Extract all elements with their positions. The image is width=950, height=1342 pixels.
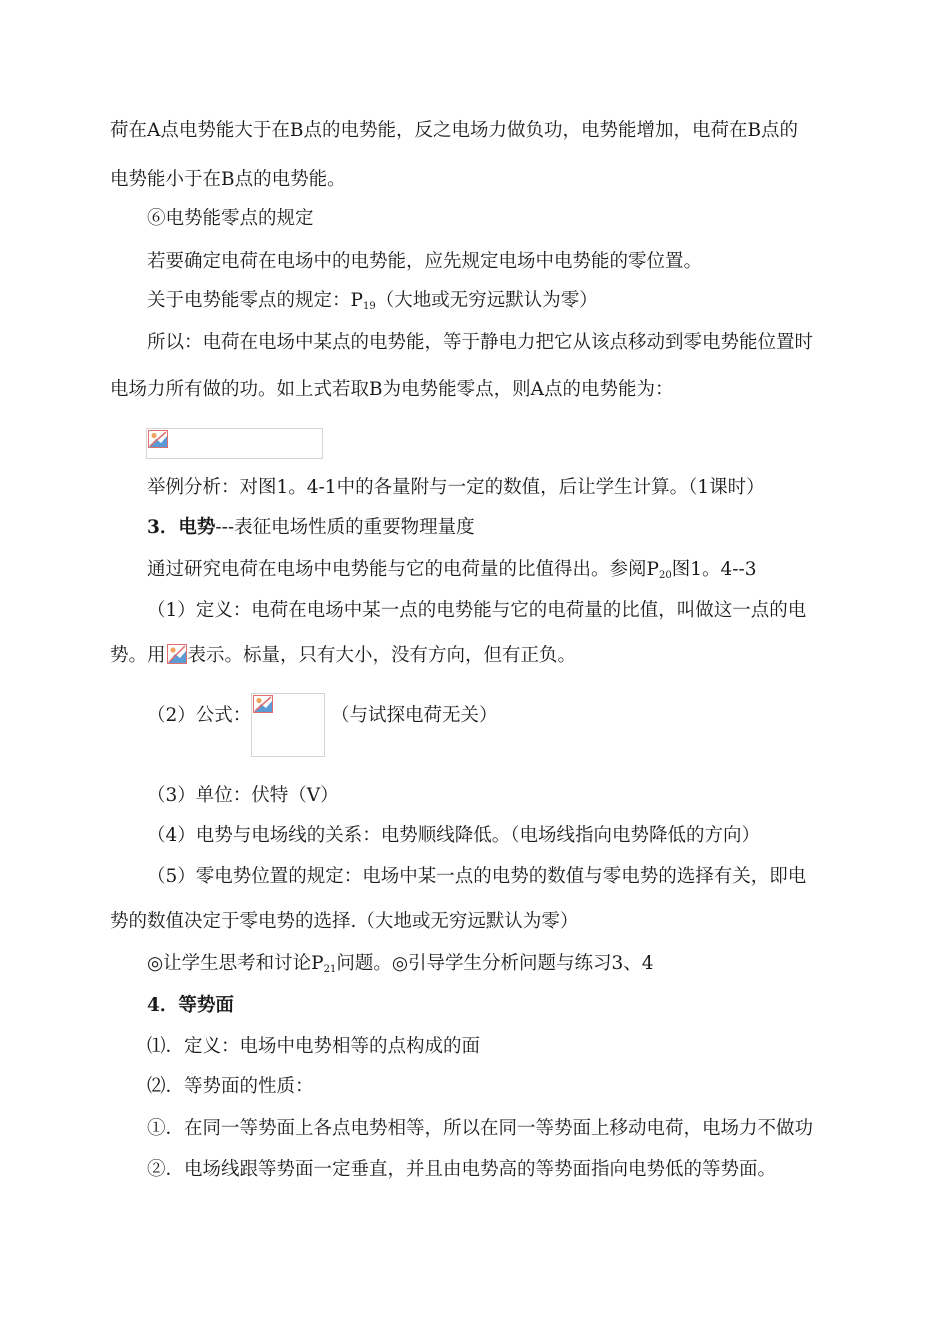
text-run: 图1。4--3: [671, 559, 757, 580]
page-subscript: 19: [362, 301, 376, 312]
text-run: 问题。◎引导学生分析问题与练习3、4: [336, 953, 654, 974]
formula-image-placeholder: [251, 693, 325, 757]
paragraph-line: （与试探电荷无关）: [331, 705, 498, 726]
text-run: 表示。标量，只有大小，没有方向，但有正负。: [187, 645, 577, 666]
paragraph-line: 所以：电荷在电场中某点的电势能，等于静电力把它从该点移动到零电势能位置时: [147, 332, 814, 353]
paragraph-line: ①．在同一等势面上各点电势相等，所以在同一等势面上移动电荷，电场力不做功: [147, 1118, 814, 1139]
paragraph-line: （3）单位：伏特（V）: [147, 785, 339, 806]
section-heading: [147, 515, 475, 541]
broken-image-icon: [167, 644, 187, 664]
paragraph-line: 举例分析：对图1。4-1中的各量附与一定的数值，后让学生计算。（1课时）: [147, 477, 765, 498]
paragraph-line: 电势能小于在B点的电势能。: [110, 169, 346, 190]
text-run: 势。用: [110, 645, 166, 666]
paragraph-line: ②．电场线跟等势面一定垂直，并且由电势高的等势面指向电势低的等势面。: [147, 1159, 777, 1180]
text-run: （大地或无穷远默认为零）: [375, 290, 598, 311]
formula-image-placeholder: [146, 428, 323, 459]
paragraph-line: 荷在A点电势能大于在B点的电势能，反之电场力做负功，电势能增加，电荷在B点的: [110, 120, 799, 141]
page-subscript: 20: [658, 570, 672, 581]
heading-number: 3．电势: [147, 517, 216, 538]
paragraph-line: （2）公式：: [147, 705, 252, 726]
paragraph-line: 若要确定电荷在电场中的电势能，应先规定电场中电势能的零位置。: [147, 251, 703, 272]
page-subscript: 21: [323, 964, 337, 975]
text-run: ◎让学生思考和讨论P: [147, 953, 324, 974]
text-run: 关于电势能零点的规定：P: [147, 290, 363, 311]
broken-image-icon: [148, 430, 168, 448]
paragraph-line: [110, 643, 576, 669]
paragraph-line: 势的数值决定于零电势的选择.（大地或无穷远默认为零）: [110, 911, 579, 932]
paragraph-line: ⑴．定义：电场中电势相等的点构成的面: [147, 1036, 481, 1057]
section-heading: ⑥电势能零点的规定: [147, 208, 314, 229]
paragraph-line: （1）定义：电荷在电场中某一点的电势能与它的电荷量的比值，叫做这一点的电: [147, 600, 807, 621]
paragraph-line: ⑵．等势面的性质：: [147, 1076, 314, 1097]
section-heading: 4．等势面: [147, 995, 234, 1016]
paragraph-line: [147, 951, 654, 983]
broken-image-icon: [253, 695, 273, 713]
heading-subtitle: ---表征电场性质的重要物理量度: [215, 517, 475, 538]
paragraph-line: [147, 288, 598, 320]
paragraph-line: 电场力所有做的功。如上式若取B为电势能零点，则A点的电势能为：: [110, 379, 674, 400]
paragraph-line: （4）电势与电场线的关系：电势顺线降低。（电场线指向电势降低的方向）: [147, 825, 761, 846]
paragraph-line: （5）零电势位置的规定：电场中某一点的电势的数值与零电势的选择有关，即电: [147, 866, 807, 887]
text-run: 通过研究电荷在电场中电势能与它的电荷量的比值得出。参阅P: [147, 559, 659, 580]
paragraph-line: [147, 557, 757, 589]
